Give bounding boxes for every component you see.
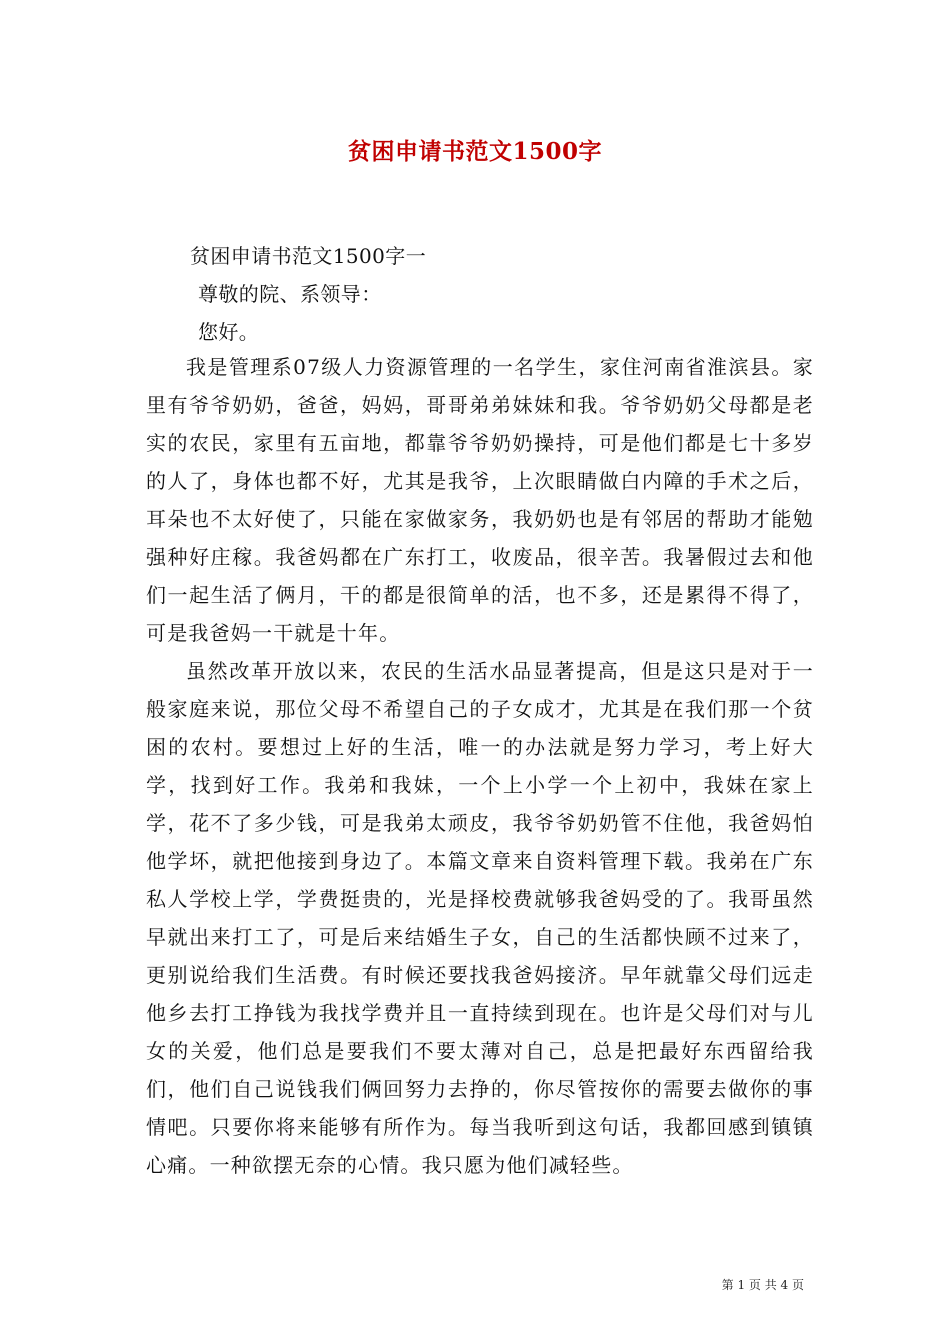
greeting: 您好。 [198,320,260,344]
subheading: 贫困申请书范文1500字一 [190,244,427,268]
document-title: 贫困申请书范文1500字 [347,138,602,165]
salutation: 尊敬的院、系领导： [198,282,382,306]
page-number: 第 1 页 共 4 页 [721,1278,804,1292]
paragraph-2: 虽然改革开放以来，农民的生活水品显著提高，但是这只是对于一般家庭来说，那位父母不希望自己的子女成才，尤其是在我们那一个贫困的农村。要想过上好的生活，唯一的办法就是努力学习，考上好大学，找到好工作。我弟和我妹，一个上小学一个上初中，我妹在家上学，花不了多少钱，可是我弟太顽皮，我爷爷奶奶管不住他，我爸妈怕他学坏，就把他接到身边了。本篇文章来自资料管理下载。我弟在广东私人学校上学，学费挺贵的，光是择校费就够我爸妈受的了。我哥虽然早就出来打工了，可是后来结婚生子女，自己的生活都快顾不过来了，更别说给我们生活费。有时候还要找我爸妈接济。早年就靠父母们远走他乡去打工挣钱为我找学费并且一直持续到现在。也许是父母们对与儿女的关爱，他们总是要我们不要太薄对自己，总是把最好东西留给我们，他们自己说钱我们俩回努力去挣的，你尽管按你的需要去做你的事情吧。只要你将来能够有所作为。每当我听到这句话，我都回感到镇镇心痛。一种欲摆无奈的心情。我只愿为他们减轻些。 [146,659,814,1177]
body-text [146,348,814,1184]
paragraph-1: 我是管理系07级人力资源管理的一名学生，家住河南省淮滨县。家里有爷爷奶奶，爸爸，妈妈，哥哥弟弟妹妹和我。爷爷奶奶父母都是老实的农民，家里有五亩地，都靠爷爷奶奶操持，可是他们都是七十多岁的人了，身体也都不好，尤其是我爷，上次眼睛做白内障的手术之后，耳朵也不太好使了，只能在家做家务，我奶奶也是有邻居的帮助才能勉强种好庄稼。我爸妈都在广东打工，收废品，很辛苦。我暑假过去和他们一起生活了俩月，干的都是很简单的活，也不多，还是累得不得了，可是我爸妈一干就是十年。 [146,355,814,645]
